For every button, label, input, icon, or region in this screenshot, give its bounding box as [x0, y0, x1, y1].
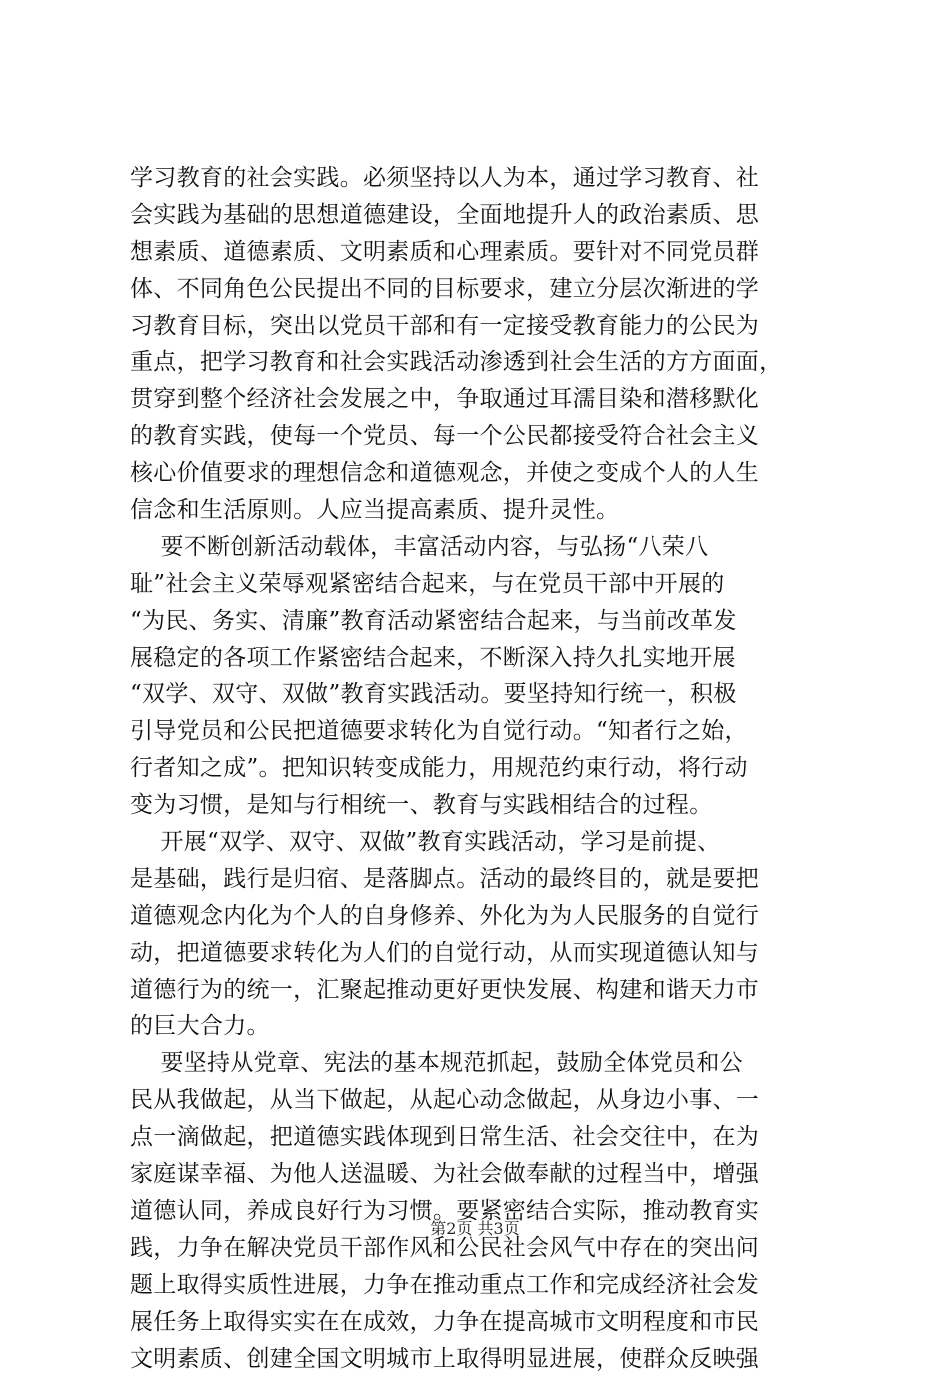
text-line: 会实践为基础的思想道德建设，全面地提升人的政治素质、思: [130, 197, 830, 234]
text-line: 的教育实践，使每一个党员、每一个公民都接受符合社会主义: [130, 418, 830, 455]
text-line: “双学、双守、双做”教育实践活动。要坚持知行统一，积极: [130, 676, 830, 713]
text-line: 耻”社会主义荣辱观紧密结合起来，与在党员干部中开展的: [130, 566, 830, 603]
text-line: 道德行为的统一，汇聚起推动更好更快发展、构建和谐天力市: [130, 972, 830, 1009]
text-line: 民从我做起，从当下做起，从起心动念做起，从身边小事、一: [130, 1082, 830, 1119]
text-line: 的巨大合力。: [130, 1008, 830, 1045]
text-line: 学习教育的社会实践。必须坚持以人为本，通过学习教育、社: [130, 160, 830, 197]
text-line: 核心价值要求的理想信念和道德观念，并使之变成个人的人生: [130, 455, 830, 492]
body-text: [130, 160, 830, 1377]
text-line: 行者知之成”。把知识转变成能力，用规范约束行动，将行动: [130, 750, 830, 787]
text-line: 道德认同，养成良好行为习惯。要紧密结合实际，推动教育实: [130, 1193, 830, 1230]
text-line: 展任务上取得实实在在成效，力争在提高城市文明程度和市民: [130, 1304, 830, 1341]
text-line: 开展“双学、双守、双做”教育实践活动，学习是前提、: [130, 824, 830, 861]
text-line: 文明素质、创建全国文明城市上取得明显进展，使群众反映强: [130, 1341, 830, 1377]
text-line: 展稳定的各项工作紧密结合起来，不断深入持久扎实地开展: [130, 640, 830, 677]
text-line: 习教育目标，突出以党员干部和有一定接受教育能力的公民为: [130, 308, 830, 345]
text-line: 点一滴做起，把道德实践体现到日常生活、社会交往中，在为: [130, 1119, 830, 1156]
text-line: 信念和生活原则。人应当提高素质、提升灵性。: [130, 492, 830, 529]
text-line: 体、不同角色公民提出不同的目标要求，建立分层次渐进的学: [130, 271, 830, 308]
text-line: 题上取得实质性进展，力争在推动重点工作和完成经济社会发: [130, 1267, 830, 1304]
text-line: 变为习惯，是知与行相统一、教育与实践相结合的过程。: [130, 787, 830, 824]
text-line: 是基础，践行是归宿、是落脚点。活动的最终目的，就是要把: [130, 861, 830, 898]
text-line: 家庭谋幸福、为他人送温暖、为社会做奉献的过程当中，增强: [130, 1156, 830, 1193]
text-line: 道德观念内化为个人的自身修养、外化为为人民服务的自觉行: [130, 898, 830, 935]
text-line: 引导党员和公民把道德要求转化为自觉行动。“知者行之始，: [130, 713, 830, 750]
text-line: “为民、务实、清廉”教育活动紧密结合起来，与当前改革发: [130, 603, 830, 640]
text-line: 贯穿到整个经济社会发展之中，争取通过耳濡目染和潜移默化: [130, 381, 830, 418]
text-line: 想素质、道德素质、文明素质和心理素质。要针对不同党员群: [130, 234, 830, 271]
text-line: 动，把道德要求转化为人们的自觉行动，从而实现道德认知与: [130, 935, 830, 972]
text-line: 重点，把学习教育和社会实践活动渗透到社会生活的方方面面，: [130, 344, 830, 381]
text-line: 要不断创新活动载体，丰富活动内容，与弘扬“八荣八: [130, 529, 830, 566]
text-line: 要坚持从党章、宪法的基本规范抓起，鼓励全体党员和公: [130, 1045, 830, 1082]
text-line: 践，力争在解决党员干部作风和公民社会风气中存在的突出问: [130, 1230, 830, 1267]
page-number-footer: 第2页 共3页: [0, 1218, 950, 1240]
